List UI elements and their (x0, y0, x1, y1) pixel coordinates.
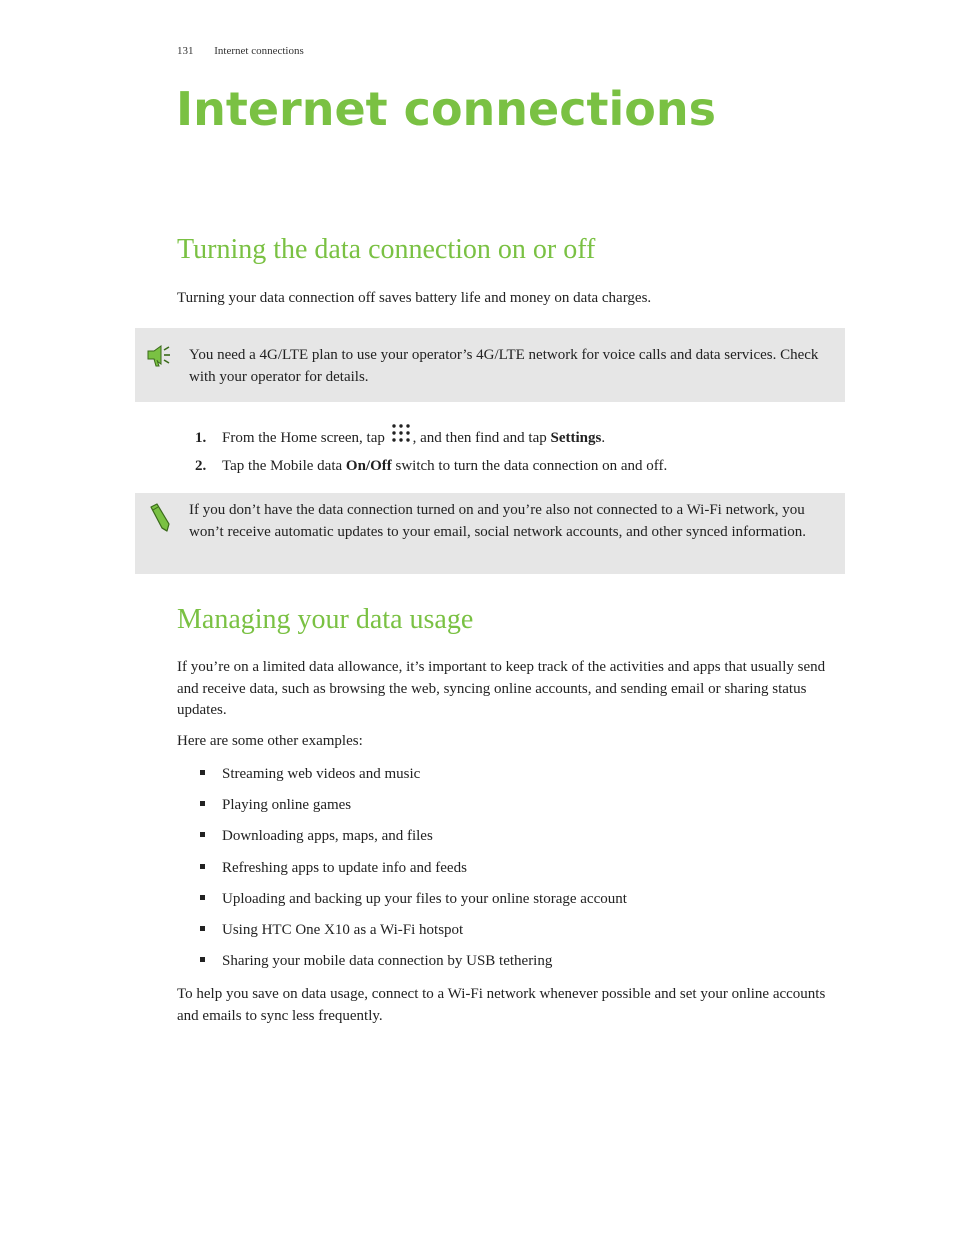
page-number: 131 (177, 45, 194, 57)
step-text-before: From the Home screen, tap (222, 429, 385, 446)
section1-intro: Turning your data connection off saves battery life and money on data charges. (177, 290, 652, 306)
list-item (200, 889, 627, 920)
step-bold-onoff: On/Off (345, 458, 392, 474)
examples-list (200, 764, 627, 982)
list-item (200, 826, 627, 857)
step-item (195, 456, 667, 487)
list-item (200, 920, 627, 951)
note-callout-text: If you don’t have the data connection turned on and you’re also not connected to a Wi-Fi network, you won’t receive automatic updates to your email, social network accounts, and other synced information. (189, 502, 807, 540)
step-number: 1. (195, 429, 207, 446)
list-item (200, 951, 627, 982)
header-section: Internet connections (214, 45, 304, 57)
list-item (200, 764, 627, 795)
list-item-text: Streaming web videos and music (222, 766, 421, 782)
list-item-text: Using HTC One X10 as a Wi-Fi hotspot (222, 921, 464, 938)
step-text-after: , and then find and tap (412, 429, 547, 446)
bullet-square (200, 926, 205, 931)
list-item-text: Downloading apps, maps, and files (222, 828, 433, 845)
note-callout (135, 493, 845, 574)
bullet-square (200, 895, 205, 900)
step-text-after: switch to turn the data connection on and off. (395, 458, 668, 474)
section2-intro: If you’re on a limited data allowance, it’s important to keep track of the activities and apps that usually send and receive data, such as browsing the web, syncing online accounts, and sending email or sharing status updates. (177, 659, 826, 718)
examples-intro: Here are some other examples: (177, 733, 363, 749)
page-title: Internet connections (176, 82, 717, 136)
apps-grid-icon (391, 423, 411, 450)
step-text-end: . (601, 429, 606, 446)
step-bold-settings: Settings (550, 429, 602, 446)
bullet-square (200, 864, 205, 869)
list-item-text: Uploading and backing up your files to your online storage account (222, 890, 627, 907)
list-item-text: Refreshing apps to update info and feeds (222, 859, 467, 876)
list-item (200, 858, 627, 889)
list-item-text: Sharing your mobile data connection by USB tethering (222, 953, 553, 970)
steps-list (195, 425, 667, 487)
section-heading-data-usage: Managing your data usage (177, 604, 474, 635)
bullet-square (200, 770, 205, 775)
important-callout-text: You need a 4G/LTE plan to use your operator’s 4G/LTE network for voice calls and data services. Check with your operator for details. (189, 347, 819, 385)
bullet-square (200, 832, 205, 837)
bullet-square (200, 801, 205, 806)
pencil-icon (145, 503, 171, 537)
important-callout (135, 328, 845, 402)
bullet-square (200, 957, 205, 962)
step-text-before: Tap the Mobile data (222, 458, 343, 474)
running-header (177, 45, 304, 57)
step-item (195, 425, 667, 456)
closing-paragraph: To help you save on data usage, connect to a Wi-Fi network whenever possible and set your online accounts and emails to sync less frequently. (177, 986, 826, 1024)
megaphone-icon (145, 342, 173, 372)
step-number: 2. (195, 458, 207, 474)
list-item (200, 795, 627, 826)
list-item-text: Playing online games (222, 797, 352, 814)
section-heading-data-connection: Turning the data connection on or off (177, 234, 596, 265)
